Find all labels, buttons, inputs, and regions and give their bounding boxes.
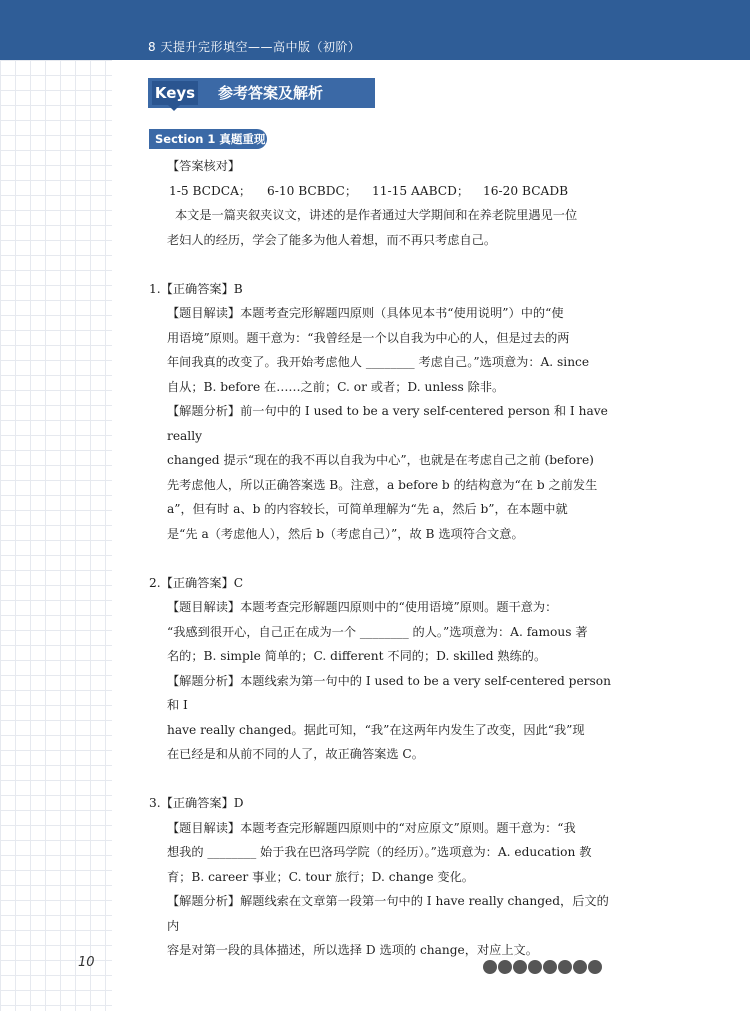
item-line: 【解题分析】前一句中的 I used to be a very self-centered person 和 I have really bbox=[167, 404, 608, 443]
answer-group: 16-20 BCADB bbox=[483, 183, 569, 198]
item-line: 【题目解读】本题考查完形解题四原则中的“对应原文”原则。题干意为：“我 bbox=[167, 820, 576, 835]
keys-tag: Keys bbox=[152, 81, 198, 105]
item-line: 是“先 a（考虑他人），然后 b（考虑自己）”，故 B 选项符合文意。 bbox=[167, 526, 524, 541]
item-line: 【解题分析】本题线索为第一句中的 I used to be a very self-centered person 和 I bbox=[167, 673, 611, 712]
book-title: 8 天提升完形填空——高中版（初阶） bbox=[148, 40, 361, 54]
answer-group: 6-10 BCBDC； bbox=[267, 183, 358, 198]
decor-icon bbox=[483, 960, 497, 974]
answer-key-line bbox=[149, 179, 619, 204]
item-line: have really changed。据此可知，“我”在这两年内发生了改变，因此“我”现 bbox=[167, 722, 585, 737]
item-line: 先考虑他人，所以正确答案选 B。注意，a before b 的结构意为“在 b 之前发生 bbox=[167, 477, 598, 492]
item-line: 用语境”原则。题干意为：“我曾经是一个以自我为中心的人，但是过去的两 bbox=[167, 330, 570, 345]
item-line: 年间我真的改变了。我开始考虑他人 ________ 考虑自己。”选项意为：A. since bbox=[167, 355, 590, 369]
header-band bbox=[0, 0, 750, 60]
answer-group: 11-15 AABCD； bbox=[372, 183, 470, 198]
decor-icon bbox=[588, 960, 602, 974]
decor-icon bbox=[528, 960, 542, 974]
item-head: 1.【正确答案】B bbox=[149, 281, 243, 296]
summary-line: 本文是一篇夹叙夹议文，讲述的是作者通过大学期间和在养老院里遇见一位 bbox=[175, 208, 578, 222]
item-line: 【解题分析】解题线索在文章第一段第一句中的 I have really changed，后文的内 bbox=[167, 894, 609, 933]
item-line: changed 提示“现在的我不再以自我为中心”，也就是在考虑自己之前 (before) bbox=[167, 453, 594, 467]
decor-icon bbox=[573, 960, 587, 974]
decor-icon bbox=[513, 960, 527, 974]
item-line: 容是对第一段的具体描述，所以选择 D 选项的 change，对应上文。 bbox=[167, 943, 538, 957]
decor-icon bbox=[558, 960, 572, 974]
item-line: 自从；B. before 在……之前；C. or 或者；D. unless 除非。 bbox=[167, 379, 505, 394]
answer-group: 1-5 BCDCA； bbox=[169, 183, 252, 198]
item-line: “我感到很开心，自己正在成为一个 ________ 的人。”选项意为：A. famous 著 bbox=[167, 624, 588, 639]
keys-title: 参考答案及解析 bbox=[218, 84, 324, 102]
answer-check-heading: 【答案核对】 bbox=[167, 159, 241, 173]
item-line: 育；B. career 事业；C. tour 旅行；D. change 变化。 bbox=[167, 869, 474, 884]
item-line: 【题目解读】本题考查完形解题四原则中的“使用语境”原则。题干意为： bbox=[167, 600, 558, 614]
item-line: 想我的 ________ 始于我在巴洛玛学院（的经历）。”选项意为：A. education 教 bbox=[167, 845, 592, 859]
summary-line: 老妇人的经历，学会了能多为他人着想，而不再只考虑自己。 bbox=[167, 232, 497, 247]
section-label: Section 1 真题重现 bbox=[149, 129, 267, 149]
item-line: 名的；B. simple 简单的；C. different 不同的；D. skilled 熟练的。 bbox=[167, 649, 547, 663]
item-line: 在已经是和从前不同的人了，故正确答案选 C。 bbox=[167, 747, 424, 761]
item-head: 3.【正确答案】D bbox=[149, 796, 244, 810]
decor-icon bbox=[543, 960, 557, 974]
item-line: 【题目解读】本题考查完形解题四原则（具体见本书“使用说明”）中的“使 bbox=[167, 306, 564, 320]
page-number: 10 bbox=[78, 955, 95, 970]
answer-content bbox=[149, 154, 619, 963]
footer-icon-strip bbox=[483, 956, 603, 972]
item-head: 2.【正确答案】C bbox=[149, 575, 244, 590]
item-line: a”，但有时 a、b 的内容较长，可简单理解为“先 a，然后 b”，在本题中就 bbox=[167, 502, 568, 516]
decor-icon bbox=[498, 960, 512, 974]
